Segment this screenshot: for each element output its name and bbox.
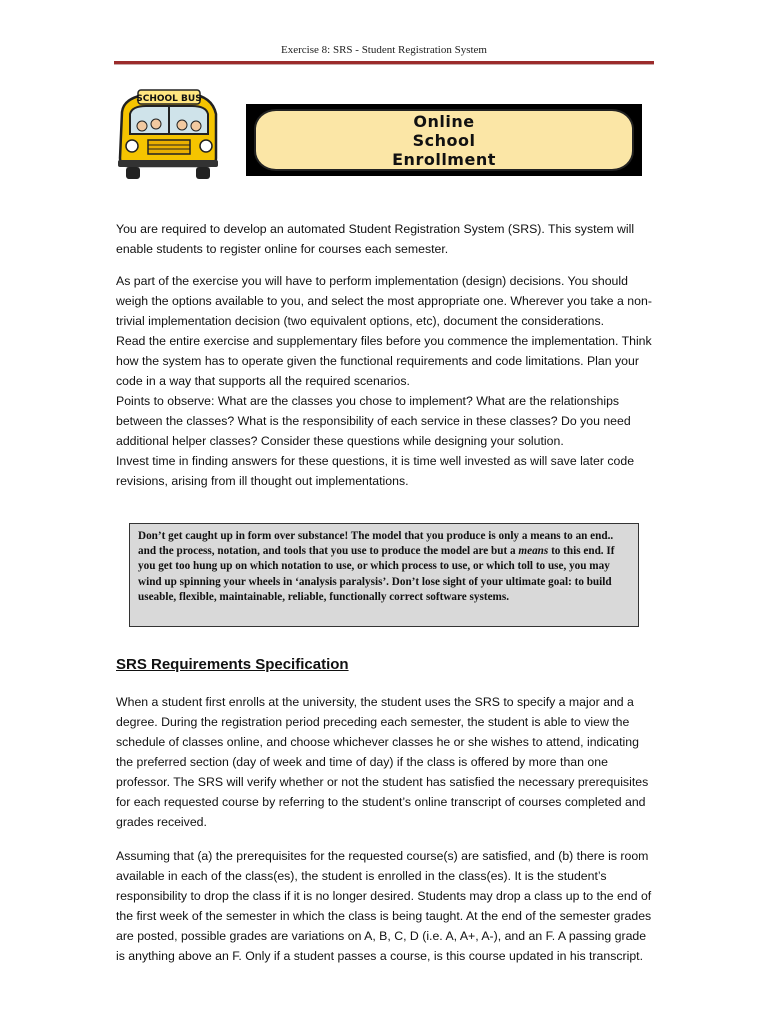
page-header-title: Exercise 8: SRS - Student Registration System	[281, 44, 487, 56]
online-school-enrollment-banner	[246, 104, 642, 176]
requirements-paragraph-2: Assuming that (a) the prerequisites for the requested course(s) are satisfied, and (b) there is room available in each of the class(es), the student is enrolled in the class(es). It is the student’s responsibility to drop the class if it is no longer desired. Students may drop a class up to the end of the first week of the semester in which the class is being taught. At the end of the semester grades are posted, possible grades are variations on A, B, C, D (i.e. A, A+, A-), and an F. A passing grade is anything above an F. Only if a student passes a course, is this course updated in his transcript.	[116, 849, 652, 963]
school-bus-logo	[112, 88, 222, 182]
note-emphasis: means	[518, 545, 549, 558]
note-text-part-1: Don’t get caught up in form over substance! The model that you produce is only a means to an end.. and the process, notation, and tools that you use to produce the model are but a	[138, 530, 614, 558]
requirements-paragraph-1: When a student first enrolls at the university, the student uses the SRS to specify a major and a degree. During the registration period preceding each semester, the student is able to view the schedule of classes online, and choose whichever classes he or she wishes to attend, indicating the preferred section (day of week and time of day) if the class is offered by more than one professor. The SRS will verify whether or not the student has satisfied the necessary prerequisites for each requested course by referring to the student’s online transcript of courses completed and grades received.	[116, 695, 649, 829]
intro-paragraph-5: Invest time in finding answers for these questions, it is time well invested as will save later code revisions, arising from ill thought out implementations.	[116, 454, 635, 488]
callout-note-box	[129, 523, 639, 627]
banner-line-2: School	[412, 130, 476, 150]
bus-sign-text: SCHOOL BUS	[136, 94, 202, 104]
banner-label	[254, 109, 634, 171]
section-heading-srs-requirements: SRS Requirements Specification	[116, 656, 349, 673]
header-divider	[114, 61, 654, 65]
intro-paragraph-block	[116, 271, 652, 491]
intro-paragraph-1: You are required to develop an automated Student Registration System (SRS). This system will enable students to register online for courses each semester.	[116, 222, 635, 256]
banner-line-3: Enrollment	[392, 149, 496, 169]
note-text-part-2: to this end. If you get too hung up on which notation to use, or which process to use, or which toll to use, you may wind up spinning your wheels in ‘analysis paralysis’. Don’t lose sight of your ultimate goal: to build useable, flexible, maintainable, reliable, functionally correct software systems.	[138, 545, 615, 603]
intro-paragraph-3: Read the entire exercise and supplementary files before you commence the implementation. Think how the system has to operate given the functional requirements and code limitations. Plan your code in a way that supports all the required scenarios.	[116, 334, 652, 388]
intro-paragraph-2: As part of the exercise you will have to perform implementation (design) decisions. You should weigh the options available to you, and select the most appropriate one. Wherever you take a non-trivial implementation decision (two equivalent options, etc), document the considerations.	[116, 274, 652, 328]
banner-line-1: Online	[413, 111, 475, 131]
intro-paragraph-4: Points to observe: What are the classes you chose to implement? What are the relationships between the classes? What is the responsibility of each service in these classes? Do you need additional helper classes? Consider these questions while designing your solution.	[116, 394, 631, 448]
